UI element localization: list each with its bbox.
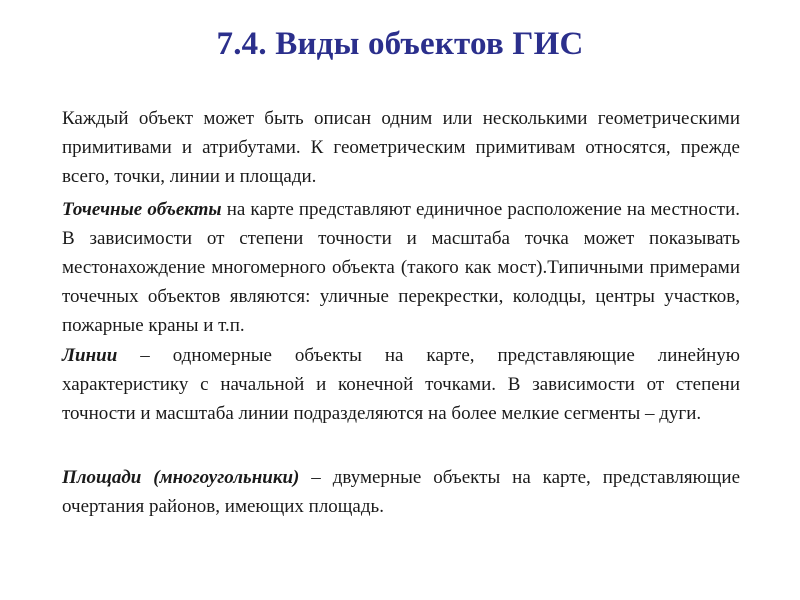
paragraph-intro: [62, 104, 740, 191]
paragraph-lines: [62, 341, 740, 428]
term-lines: Линии: [62, 345, 118, 366]
term-point-objects: Точечные объекты: [62, 199, 222, 220]
slide-title: 7.4. Виды объектов ГИС: [216, 26, 584, 62]
paragraph-intro-text: Каждый объект может быть описан одним или несколькими геометрическими примитивами и атрибутами. К геометрическим примитивам относятся, прежде всего, точки, линии и площади.: [62, 108, 740, 187]
term-areas: Площади (многоугольники): [62, 467, 300, 488]
paragraph-point-objects-text: на карте представляют единичное расположение на местности. В зависимости от степени точности и масштаба точка может показывать местонахождение многомерного объекта (такого как мост).Типичными примерами точечных объектов являются: уличные перекрестки, колодцы, центры участков, пожарные краны и т.п.: [62, 199, 740, 336]
paragraph-areas-text: – двумерные объекты на карте, представляющие очертания районов, имеющих площадь.: [62, 467, 741, 517]
paragraph-lines-text: – одномерные объекты на карте, представляющие линейную характеристику с начальной и конечной точками. В зависимости от степени точности и масштаба линии подразделяются на более мелкие сегменты – дуги.: [62, 345, 740, 424]
paragraph-areas: [62, 463, 740, 521]
paragraph-point-objects: [62, 195, 740, 340]
